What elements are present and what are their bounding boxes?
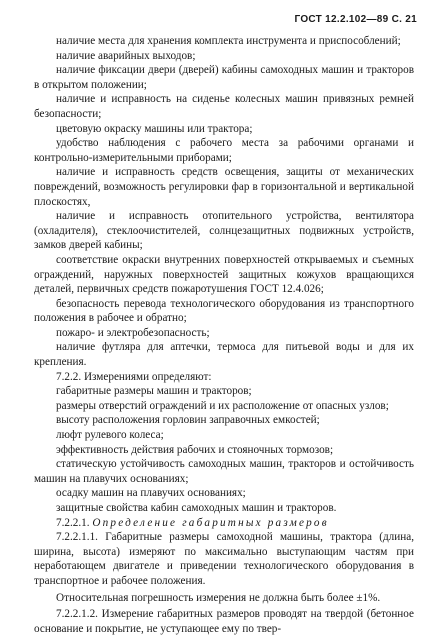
- paragraph: эффективность действия рабочих и стояночных тормозов;: [56, 443, 334, 456]
- paragraph: наличие аварийных выходов;: [56, 49, 196, 62]
- paragraph: цветовую окраску машины или трактора;: [56, 122, 253, 135]
- paragraph: осадку машин на плавучих основаниях;: [56, 487, 246, 500]
- paragraph: наличие места для хранения комплекта инструмента и приспособлений;: [56, 35, 401, 47]
- paragraph: статическую устойчивость самоходных машин, тракторов и остойчивость машин на плавучих основаниях;: [34, 458, 414, 485]
- paragraph: наличие и исправность на сиденье колесных машин привязных ремней безопасности;: [34, 93, 414, 120]
- page-header: ГОСТ 12.2.102—89 С. 21: [294, 14, 417, 25]
- paragraph: наличие фиксации двери (дверей) кабины самоходных машин и тракторов в открытом положении;: [34, 64, 414, 91]
- paragraph: 7.2.2. Измерениями определяют:: [56, 370, 212, 383]
- paragraph: наличие и исправность отопительного устройства, вентилятора (охладителя), стеклоочистителей, солнцезащитных подвижных устройств, замков дверей кабины;: [34, 210, 414, 252]
- paragraph: защитные свойства кабин самоходных машин и тракторов.: [56, 502, 337, 514]
- paragraph: 7.2.2.1.2. Измерение габаритных размеров проводят на твердой (бетонное основание и покрытие, не уступающее ему по твер-: [34, 608, 414, 635]
- paragraph: 7.2.2.1.1. Габаритные размеры самоходной машины, трактора (длина, ширина, высота) измеряют по максимально выступающим частям при неработающем двигателе и приведении технологического оборудования в транспортное и рабочее положения.: [34, 531, 414, 587]
- section-number: 7.2.2.1.: [56, 516, 90, 529]
- section-title: Определение габаритных размеров: [92, 516, 329, 529]
- paragraph: наличие и исправность средств освещения, защиты от механических повреждений, возможность регулировки фар в горизонтальной и вертикальной плоскостях,: [34, 166, 414, 208]
- paragraph: высоту расположения горловин заправочных емкостей;: [56, 414, 320, 427]
- section-heading: [34, 516, 414, 531]
- paragraph: Относительная погрешность измерения не должна быть более ±1%.: [56, 591, 381, 604]
- paragraph: люфт рулевого колеса;: [56, 429, 164, 442]
- paragraph: размеры отверстий ограждений и их расположение от опасных узлов;: [56, 399, 389, 412]
- paragraph: удобство наблюдения с рабочего места за рабочими органами и контрольно-измерительными приборами;: [34, 137, 414, 164]
- document-body: [34, 34, 414, 636]
- paragraph: безопасность перевода технологического оборудования из транспортного положения в рабочее и обратно;: [34, 297, 414, 325]
- paragraph: соответствие окраски внутренних поверхностей открываемых и съемных ограждений, наружных поверхностей защитных кожухов вращающихся деталей, первичных средств пожаротушения ГОСТ 12.4.026;: [34, 253, 414, 296]
- paragraph: габаритные размеры машин и тракторов;: [56, 385, 252, 398]
- paragraph: наличие футляра для аптечки, термоса для питьевой воды и для их крепления.: [34, 341, 414, 369]
- paragraph: пожаро- и электробезопасность;: [56, 326, 210, 339]
